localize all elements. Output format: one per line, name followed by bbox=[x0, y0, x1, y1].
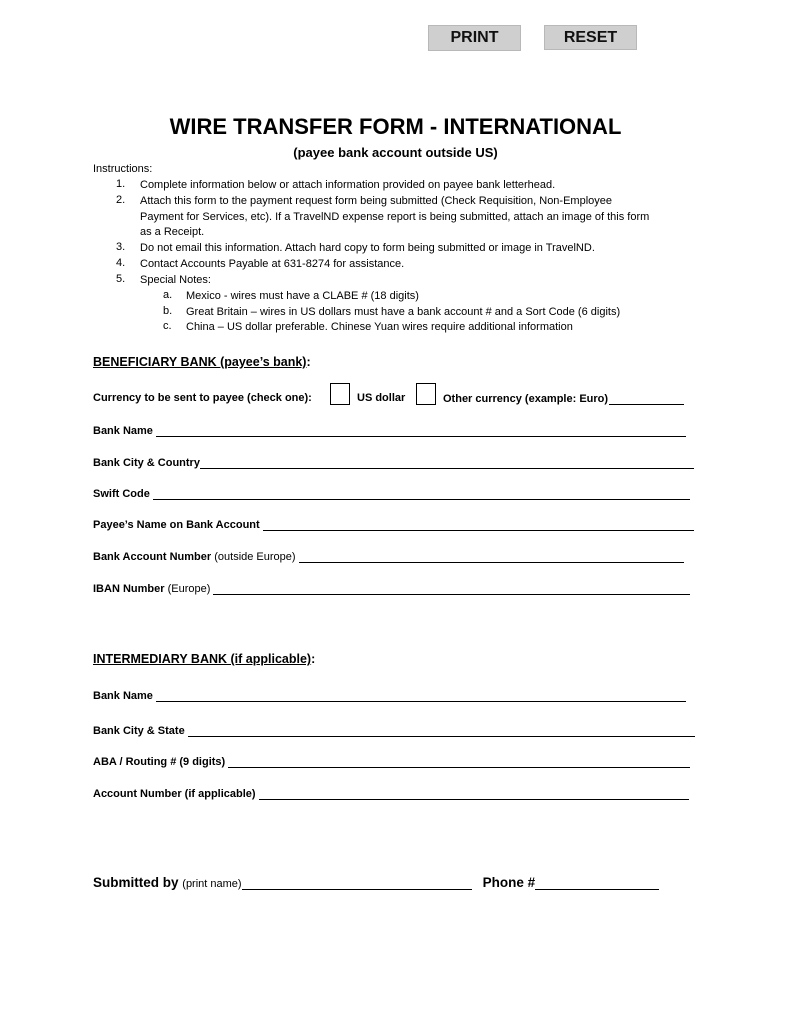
payee-name-field[interactable] bbox=[263, 518, 694, 531]
special-note-text: China – US dollar preferable. Chinese Yuan wires require additional information bbox=[186, 321, 573, 333]
us-dollar-label: US dollar bbox=[357, 392, 406, 404]
special-note-letter: a. bbox=[163, 289, 173, 301]
other-currency-label: Other currency (example: Euro) bbox=[443, 393, 609, 405]
instruction-number: 2. bbox=[116, 194, 126, 206]
other-currency-field[interactable] bbox=[609, 392, 684, 405]
intermediary-account-number-field[interactable] bbox=[259, 787, 689, 800]
special-note-letter: c. bbox=[163, 320, 172, 332]
page-subtitle: (payee bank account outside US) bbox=[293, 145, 498, 160]
bank-name-row bbox=[93, 424, 686, 437]
field-note: (outside Europe) bbox=[214, 551, 296, 563]
field-label: IBAN Number bbox=[93, 583, 165, 595]
instruction-number: 4. bbox=[116, 257, 126, 269]
submitted-by-field[interactable] bbox=[242, 875, 472, 890]
field-label: Bank Name bbox=[93, 690, 153, 702]
aba-routing-row bbox=[93, 755, 690, 768]
bank-account-number-row bbox=[93, 550, 684, 563]
submitted-by-row bbox=[93, 875, 659, 890]
special-note-text: Great Britain – wires in US dollars must have a bank account # and a Sort Code (6 digits) bbox=[186, 306, 621, 318]
field-label: Bank City & Country bbox=[93, 457, 200, 469]
instructions-heading: Instructions: bbox=[93, 163, 153, 175]
intermediary-account-number-row bbox=[93, 787, 689, 800]
special-note-letter: b. bbox=[163, 305, 173, 317]
instruction-text: Do not email this information. Attach hard copy to form being submitted or image in TravelND. bbox=[140, 242, 595, 254]
phone-label: Phone # bbox=[482, 875, 536, 890]
instruction-number: 1. bbox=[116, 178, 126, 190]
field-label: ABA / Routing # (9 digits) bbox=[93, 756, 226, 768]
submitted-by-note: (print name) bbox=[182, 878, 242, 890]
bank-account-number-field[interactable] bbox=[299, 550, 684, 563]
special-note-text: Mexico - wires must have a CLABE # (18 digits) bbox=[186, 290, 419, 302]
instruction-text: Contact Accounts Payable at 631-8274 for assistance. bbox=[140, 258, 405, 270]
swift-code-row bbox=[93, 487, 690, 500]
swift-code-field[interactable] bbox=[153, 487, 690, 500]
intermediary-bank-city-state-row bbox=[93, 724, 695, 737]
heading-colon: : bbox=[306, 355, 311, 369]
field-label: Swift Code bbox=[93, 488, 150, 500]
field-label: Account Number (if applicable) bbox=[93, 788, 256, 800]
field-note: (Europe) bbox=[167, 583, 211, 595]
intermediary-bank-name-row bbox=[93, 689, 686, 702]
instruction-text: Payment for Services, etc). If a TravelND expense report is being submitted, attach an image of this form bbox=[140, 211, 650, 223]
page-title: WIRE TRANSFER FORM - INTERNATIONAL bbox=[169, 114, 622, 139]
intermediary-bank-name-field[interactable] bbox=[156, 689, 686, 702]
instruction-number: 3. bbox=[116, 241, 126, 253]
field-label: Bank Account Number bbox=[93, 551, 212, 563]
bank-name-field[interactable] bbox=[156, 424, 686, 437]
field-label: Bank City & State bbox=[93, 725, 185, 737]
us-dollar-checkbox[interactable] bbox=[330, 383, 350, 405]
bank-city-country-field[interactable] bbox=[200, 456, 694, 469]
instruction-text: Complete information below or attach information provided on payee bank letterhead. bbox=[140, 179, 556, 191]
intermediary-bank-city-state-field[interactable] bbox=[188, 724, 695, 737]
iban-number-field[interactable] bbox=[213, 582, 690, 595]
intermediary-heading-text: INTERMEDIARY BANK (if applicable) bbox=[93, 652, 312, 666]
aba-routing-field[interactable] bbox=[228, 755, 690, 768]
other-currency-checkbox[interactable] bbox=[416, 383, 436, 405]
reset-button[interactable]: RESET bbox=[544, 25, 637, 50]
bank-city-country-row bbox=[93, 456, 694, 469]
instruction-text: as a Receipt. bbox=[140, 226, 205, 238]
currency-label: Currency to be sent to payee (check one): bbox=[93, 392, 312, 404]
other-currency-option bbox=[443, 392, 684, 405]
beneficiary-heading bbox=[93, 355, 311, 369]
field-label: Bank Name bbox=[93, 425, 153, 437]
phone-field[interactable] bbox=[535, 875, 659, 890]
field-label: Payee’s Name on Bank Account bbox=[93, 519, 260, 531]
beneficiary-heading-text: BENEFICIARY BANK (payee’s bank) bbox=[93, 355, 307, 369]
instruction-text: Special Notes: bbox=[140, 274, 211, 286]
heading-colon: : bbox=[311, 652, 316, 666]
instruction-number: 5. bbox=[116, 273, 126, 285]
instruction-text: Attach this form to the payment request form being submitted (Check Requisition, Non-Employee bbox=[140, 195, 613, 207]
print-button[interactable]: PRINT bbox=[428, 25, 521, 51]
intermediary-heading bbox=[93, 652, 315, 666]
payee-name-row bbox=[93, 518, 694, 531]
iban-number-row bbox=[93, 582, 690, 595]
submitted-by-label: Submitted by bbox=[93, 875, 179, 890]
